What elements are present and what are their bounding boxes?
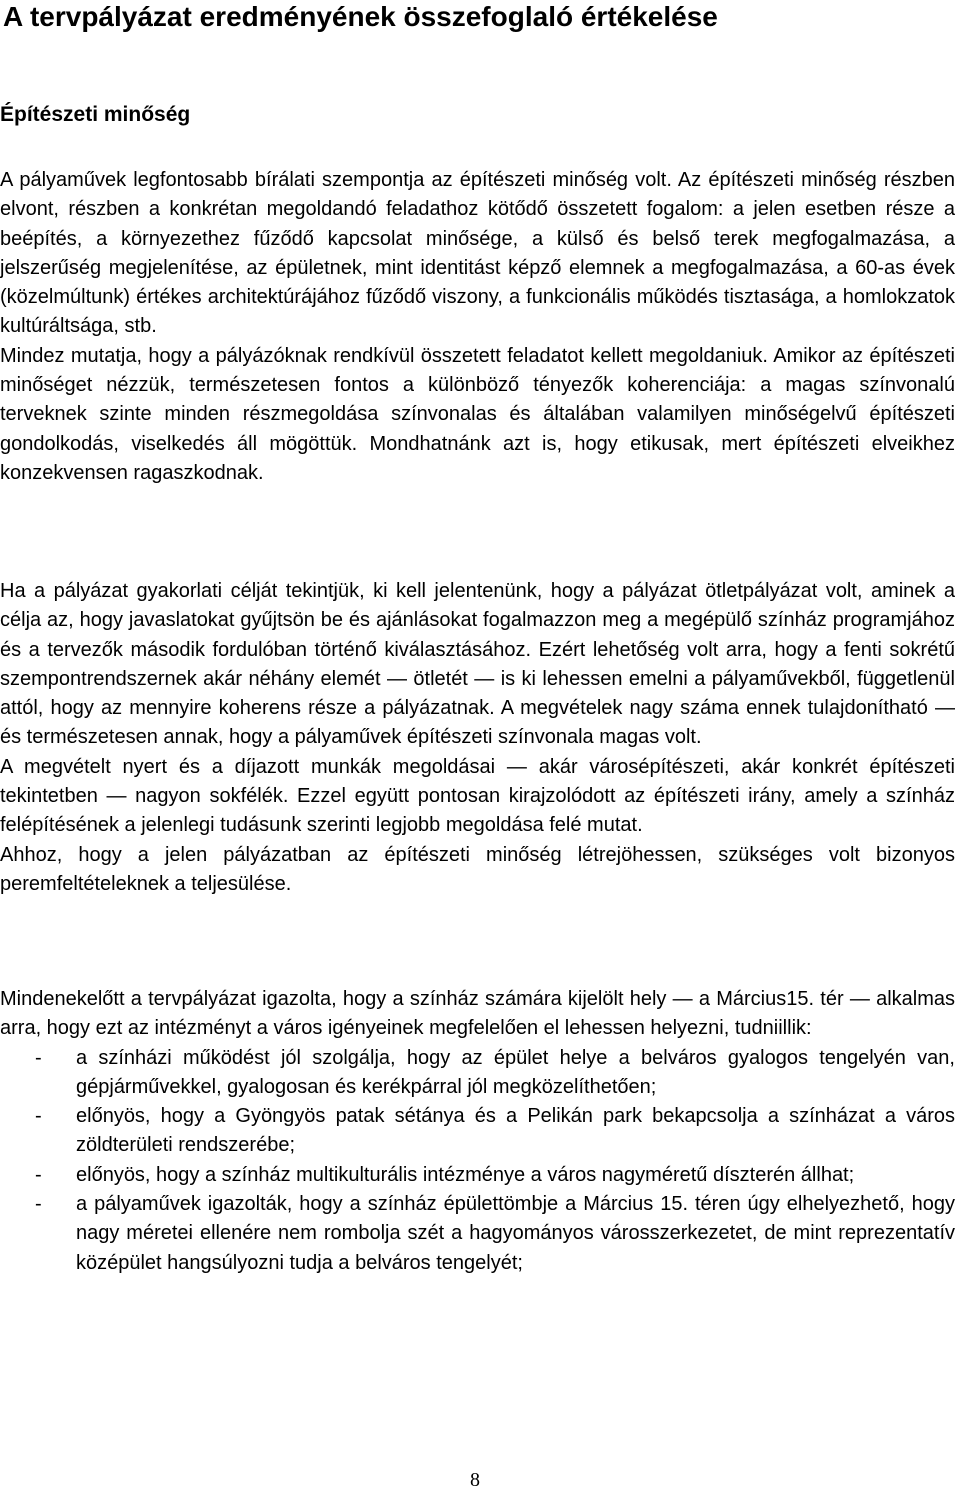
list-item (0, 1190, 955, 1278)
paragraph: A pályaművek legfontosabb bírálati szempontja az építészeti minőség volt. Az építészeti minőség részben elvont, részben a konkrétan megoldandó feladathoz kötődő összetett fogalom: a jelen esetben része a beépítés, a környezethez fűződő kapcsolat minősége, a külső és belső terek megfogalmazása, a jelszerűség megjelenítése, az épületnek, mint identitást képző elemnek a megfogalmazása, a 60-as évek (közelmúltunk) értékes architektúrájához fűződő viszony, a funkcionális működés tisztasága, a homlokzatok kultúráltsága, stb. (0, 169, 955, 338)
list-item-text: előnyös, hogy a színház multikulturális intézménye a város nagyméretű díszterén állhat; (76, 1163, 855, 1186)
paragraph: A megvételt nyert és a díjazott munkák megoldásai — akár városépítészeti, akár konkrét építészeti tekintetben — nagyon sokfélék. Ezzel együtt pontosan kirajzolódott az építészeti irány, amely a színház felépítésének a jelenlegi tudásunk szerinti legjobb megoldása felé mutat. (0, 755, 955, 837)
list-dash: - (35, 1046, 42, 1069)
list-item (0, 1044, 955, 1103)
list-dash: - (35, 1163, 42, 1186)
text-block-site-conditions (0, 985, 955, 1278)
paragraph: Mindenekelőtt a tervpályázat igazolta, hogy a színház számára kijelölt hely — a Március15. tér — alkalmas arra, hogy ezt az intézményt a város igényeinek megfelelően el lehessen helyezni, tudniillik: (0, 988, 955, 1040)
list-item-text: a színházi működést jól szolgálja, hogy az épület helye a belváros gyalogos tengelyén van, gépjárművekkel, gyalogosan és kerékpárral jól megközelíthetően; (76, 1046, 955, 1098)
page-number: 8 (470, 1469, 480, 1491)
list-dash: - (35, 1105, 42, 1128)
list-item (0, 1161, 955, 1190)
text-block-competition-goal (0, 577, 955, 899)
document-title: A tervpályázat eredményének összefoglaló értékelése (3, 1, 718, 32)
conditions-list (0, 1044, 955, 1278)
paragraph: Ha a pályázat gyakorlati célját tekintjük, ki kell jelentenünk, hogy a pályázat ötletpályázat volt, aminek a célja az, hogy javaslatokat gyűjtsön be és ajánlásokat fogalmazzon meg a megépülő színház programjához és a tervezők második fordulóban történő kiválasztásához. Ezért lehetőség volt arra, hogy a fenti sokrétű szempontrendszernek akár néhány elemét — ötletét — is ki lehessen emelni a pályaművekből, függetlenül attól, hogy az mennyire koherens része a pályázatnak. A megvételek nagy száma ennek tulajdonítható — és természetesen annak, hogy a pályaművek építészeti színvonala magas volt. (0, 580, 955, 749)
list-dash: - (35, 1193, 42, 1216)
paragraph: Ahhoz, hogy a jelen pályázatban az építészeti minőség létrejöhessen, szükséges volt bizonyos peremfeltételeknek a teljesülése. (0, 843, 955, 895)
list-item-text: a pályaművek igazolták, hogy a színház épülettömbje a Március 15. téren úgy elhelyezhető, hogy nagy méretei ellenére nem rombolja szét a hagyományos városszerkezetet, de mint reprezentatív középület hangsúlyozni tudja a belváros tengelyét; (76, 1193, 955, 1274)
text-block-architectural-quality (0, 166, 955, 488)
list-item-text: előnyös, hogy a Gyöngyös patak sétánya és a Pelikán park bekapcsolja a színházat a város zöldterületi rendszerébe; (76, 1105, 955, 1157)
paragraph: Mindez mutatja, hogy a pályázóknak rendkívül összetett feladatot kellett megoldaniuk. Amikor az építészeti minőséget nézzük, természetesen fontos a különböző tényezők koherenciája: a magas színvonalú terveknek szinte minden részmegoldása színvonalas és általában valamilyen minőségelvű építészeti gondolkodás, viselkedés áll mögöttük. Mondhatnánk azt is, hogy etikusak, mert építészeti elveikhez konzekvensen ragaszkodnak. (0, 344, 955, 484)
section-heading: Építészeti minőség (0, 103, 191, 126)
list-item (0, 1102, 955, 1161)
